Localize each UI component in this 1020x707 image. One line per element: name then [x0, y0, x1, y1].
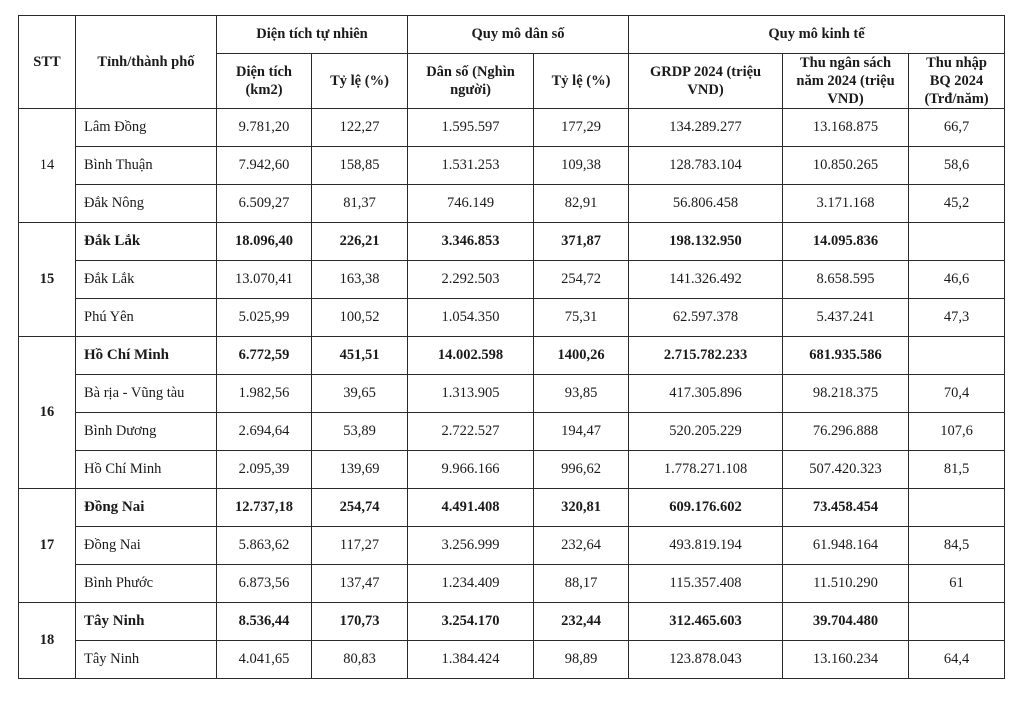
table-row	[19, 413, 1005, 451]
population-ratio-cell: 88,17	[534, 565, 629, 603]
population-cell: 14.002.598	[408, 337, 534, 375]
area-cell: 9.781,20	[217, 109, 312, 147]
area-cell: 2.095,39	[217, 451, 312, 489]
header-province: Tỉnh/thành phố	[76, 16, 217, 109]
budget-cell: 681.935.586	[783, 337, 909, 375]
area-cell: 13.070,41	[217, 261, 312, 299]
population-cell: 1.234.409	[408, 565, 534, 603]
grdp-cell: 123.878.043	[629, 641, 783, 679]
grdp-cell: 56.806.458	[629, 185, 783, 223]
area-ratio-cell: 39,65	[312, 375, 408, 413]
area-cell: 7.942,60	[217, 147, 312, 185]
province-name-cell: Hồ Chí Minh	[76, 451, 217, 489]
income-cell: 64,4	[909, 641, 1005, 679]
population-ratio-cell: 232,64	[534, 527, 629, 565]
table-row	[19, 375, 1005, 413]
income-cell: 61	[909, 565, 1005, 603]
area-ratio-cell: 117,27	[312, 527, 408, 565]
population-cell: 4.491.408	[408, 489, 534, 527]
province-name-cell: Tây Ninh	[76, 603, 217, 641]
population-cell: 746.149	[408, 185, 534, 223]
population-ratio-cell: 194,47	[534, 413, 629, 451]
budget-cell: 507.420.323	[783, 451, 909, 489]
area-cell: 18.096,40	[217, 223, 312, 261]
population-ratio-cell: 232,44	[534, 603, 629, 641]
province-name-cell: Đắk Lắk	[76, 261, 217, 299]
population-ratio-cell: 93,85	[534, 375, 629, 413]
table-row	[19, 565, 1005, 603]
province-name-cell: Phú Yên	[76, 299, 217, 337]
grdp-cell: 417.305.896	[629, 375, 783, 413]
population-cell: 1.054.350	[408, 299, 534, 337]
population-ratio-cell: 254,72	[534, 261, 629, 299]
budget-cell: 14.095.836	[783, 223, 909, 261]
table-row-total	[19, 603, 1005, 641]
province-name-cell: Đồng Nai	[76, 489, 217, 527]
table-row	[19, 527, 1005, 565]
population-cell: 3.346.853	[408, 223, 534, 261]
income-cell	[909, 223, 1005, 261]
area-cell: 5.863,62	[217, 527, 312, 565]
area-cell: 1.982,56	[217, 375, 312, 413]
table-row	[19, 299, 1005, 337]
population-cell: 1.531.253	[408, 147, 534, 185]
budget-cell: 11.510.290	[783, 565, 909, 603]
income-cell	[909, 337, 1005, 375]
province-name-cell: Bình Dương	[76, 413, 217, 451]
income-cell	[909, 489, 1005, 527]
area-ratio-cell: 226,21	[312, 223, 408, 261]
area-cell: 8.536,44	[217, 603, 312, 641]
population-ratio-cell: 82,91	[534, 185, 629, 223]
province-name-cell: Đồng Nai	[76, 527, 217, 565]
population-cell: 3.256.999	[408, 527, 534, 565]
province-name-cell: Lâm Đồng	[76, 109, 217, 147]
population-ratio-cell: 996,62	[534, 451, 629, 489]
table-row	[19, 451, 1005, 489]
area-cell: 4.041,65	[217, 641, 312, 679]
area-cell: 2.694,64	[217, 413, 312, 451]
header-row-groups	[19, 16, 1005, 54]
header-economy-group: Quy mô kinh tế	[629, 16, 1005, 54]
area-cell: 6.509,27	[217, 185, 312, 223]
area-cell: 6.873,56	[217, 565, 312, 603]
header-area-group: Diện tích tự nhiên	[217, 16, 408, 54]
budget-cell: 76.296.888	[783, 413, 909, 451]
budget-cell: 61.948.164	[783, 527, 909, 565]
province-name-cell: Hồ Chí Minh	[76, 337, 217, 375]
grdp-cell: 128.783.104	[629, 147, 783, 185]
area-ratio-cell: 451,51	[312, 337, 408, 375]
header-area-ratio: Tỷ lệ (%)	[312, 54, 408, 109]
budget-cell: 13.160.234	[783, 641, 909, 679]
table-row	[19, 641, 1005, 679]
province-name-cell: Bình Phước	[76, 565, 217, 603]
population-cell: 1.595.597	[408, 109, 534, 147]
table-body	[19, 109, 1005, 679]
population-ratio-cell: 320,81	[534, 489, 629, 527]
table-row-total	[19, 489, 1005, 527]
population-cell: 2.292.503	[408, 261, 534, 299]
stt-cell: 18	[19, 603, 76, 679]
population-ratio-cell: 98,89	[534, 641, 629, 679]
province-name-cell: Bà rịa - Vũng tàu	[76, 375, 217, 413]
stt-cell: 16	[19, 337, 76, 489]
area-ratio-cell: 81,37	[312, 185, 408, 223]
header-population: Dân số (Nghìn người)	[408, 54, 534, 109]
budget-cell: 13.168.875	[783, 109, 909, 147]
population-cell: 1.384.424	[408, 641, 534, 679]
budget-cell: 73.458.454	[783, 489, 909, 527]
header-stt: STT	[19, 16, 76, 109]
income-cell: 66,7	[909, 109, 1005, 147]
stt-cell: 17	[19, 489, 76, 603]
stt-cell: 15	[19, 223, 76, 337]
area-ratio-cell: 170,73	[312, 603, 408, 641]
income-cell: 84,5	[909, 527, 1005, 565]
budget-cell: 98.218.375	[783, 375, 909, 413]
grdp-cell: 312.465.603	[629, 603, 783, 641]
area-ratio-cell: 158,85	[312, 147, 408, 185]
population-ratio-cell: 1400,26	[534, 337, 629, 375]
area-ratio-cell: 254,74	[312, 489, 408, 527]
income-cell: 46,6	[909, 261, 1005, 299]
area-ratio-cell: 80,83	[312, 641, 408, 679]
header-population-ratio: Tỷ lệ (%)	[534, 54, 629, 109]
income-cell: 70,4	[909, 375, 1005, 413]
income-cell	[909, 603, 1005, 641]
table-row-total	[19, 337, 1005, 375]
area-ratio-cell: 163,38	[312, 261, 408, 299]
population-cell: 1.313.905	[408, 375, 534, 413]
area-cell: 12.737,18	[217, 489, 312, 527]
area-ratio-cell: 139,69	[312, 451, 408, 489]
area-cell: 5.025,99	[217, 299, 312, 337]
header-budget: Thu ngân sách năm 2024 (triệu VND)	[783, 54, 909, 109]
budget-cell: 3.171.168	[783, 185, 909, 223]
income-cell: 45,2	[909, 185, 1005, 223]
population-cell: 3.254.170	[408, 603, 534, 641]
population-ratio-cell: 371,87	[534, 223, 629, 261]
area-cell: 6.772,59	[217, 337, 312, 375]
grdp-cell: 520.205.229	[629, 413, 783, 451]
grdp-cell: 1.778.271.108	[629, 451, 783, 489]
table-row	[19, 147, 1005, 185]
population-cell: 2.722.527	[408, 413, 534, 451]
table-row	[19, 261, 1005, 299]
income-cell: 107,6	[909, 413, 1005, 451]
table-row-total	[19, 223, 1005, 261]
grdp-cell: 62.597.378	[629, 299, 783, 337]
area-ratio-cell: 137,47	[312, 565, 408, 603]
income-cell: 47,3	[909, 299, 1005, 337]
budget-cell: 5.437.241	[783, 299, 909, 337]
header-grdp: GRDP 2024 (triệu VND)	[629, 54, 783, 109]
table-row	[19, 185, 1005, 223]
population-ratio-cell: 75,31	[534, 299, 629, 337]
area-ratio-cell: 53,89	[312, 413, 408, 451]
province-name-cell: Đắk Nông	[76, 185, 217, 223]
area-ratio-cell: 122,27	[312, 109, 408, 147]
grdp-cell: 609.176.602	[629, 489, 783, 527]
grdp-cell: 198.132.950	[629, 223, 783, 261]
budget-cell: 39.704.480	[783, 603, 909, 641]
budget-cell: 10.850.265	[783, 147, 909, 185]
table-row	[19, 109, 1005, 147]
population-ratio-cell: 177,29	[534, 109, 629, 147]
header-population-group: Quy mô dân số	[408, 16, 629, 54]
area-ratio-cell: 100,52	[312, 299, 408, 337]
grdp-cell: 493.819.194	[629, 527, 783, 565]
province-name-cell: Đắk Lắk	[76, 223, 217, 261]
header-area-km2: Diện tích (km2)	[217, 54, 312, 109]
stt-cell: 14	[19, 109, 76, 223]
income-cell: 58,6	[909, 147, 1005, 185]
grdp-cell: 134.289.277	[629, 109, 783, 147]
population-ratio-cell: 109,38	[534, 147, 629, 185]
population-cell: 9.966.166	[408, 451, 534, 489]
province-statistics-table	[18, 15, 1005, 679]
budget-cell: 8.658.595	[783, 261, 909, 299]
grdp-cell: 115.357.408	[629, 565, 783, 603]
grdp-cell: 141.326.492	[629, 261, 783, 299]
income-cell: 81,5	[909, 451, 1005, 489]
province-name-cell: Tây Ninh	[76, 641, 217, 679]
grdp-cell: 2.715.782.233	[629, 337, 783, 375]
province-name-cell: Bình Thuận	[76, 147, 217, 185]
header-income: Thu nhập BQ 2024 (Trđ/năm)	[909, 54, 1005, 109]
